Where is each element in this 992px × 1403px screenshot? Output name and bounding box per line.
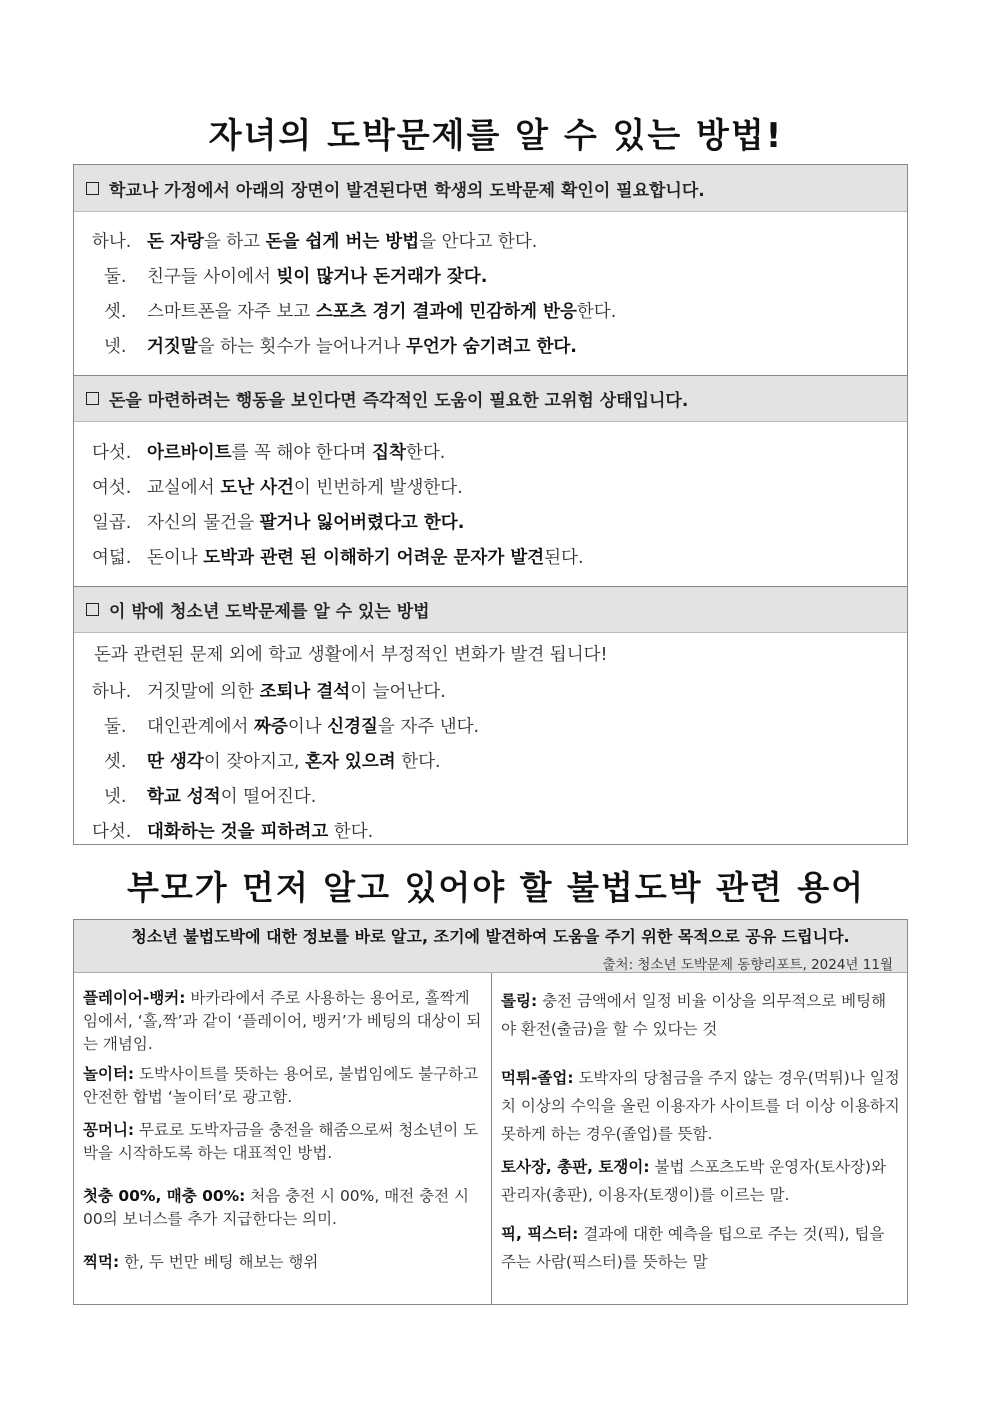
list-item <box>92 474 463 499</box>
list-item <box>92 544 584 569</box>
list-item <box>92 818 373 843</box>
item-number: 일곱. <box>92 513 132 533</box>
glossary-term-name: 롤링: <box>501 992 538 1010</box>
item-text: 대인관계에서 <box>147 717 254 737</box>
glossary-term-name: 찍먹: <box>83 1253 120 1271</box>
item-emphasis: 팔거나 잃어버렸다고 한다. <box>259 513 465 533</box>
glossary-term <box>83 1119 483 1165</box>
glossary-term-name: 놀이터: <box>83 1065 135 1083</box>
list-item <box>104 333 577 358</box>
item-text: 스마트폰을 자주 보고 <box>147 302 316 322</box>
section3-heading-text: 이 밖에 청소년 도박문제를 알 수 있는 방법 <box>109 602 430 622</box>
item-emphasis: 도난 사건 <box>220 478 294 498</box>
item-text: 한다. <box>395 752 441 772</box>
item-text: 이 늘어난다. <box>350 682 446 702</box>
item-number: 여덟. <box>92 548 132 568</box>
item-number: 둘. <box>104 717 127 737</box>
terms-left-column <box>74 973 492 1304</box>
item-number: 셋. <box>104 302 127 322</box>
glossary-term-desc: 도박사이트를 뜻하는 용어로, 불법임에도 불구하고 안전한 합법 ‘놀이터’로 광고함. <box>83 1065 479 1106</box>
item-emphasis: 거짓말 <box>147 337 198 357</box>
list-item <box>92 228 537 253</box>
item-emphasis: 빚이 많거나 돈거래가 잦다. <box>276 267 488 287</box>
section1-heading <box>74 165 907 212</box>
item-text: 이 잦아지고, <box>203 752 306 772</box>
item-text: 자신의 물건을 <box>147 513 260 533</box>
list-item <box>104 713 479 738</box>
item-number: 다섯. <box>92 443 132 463</box>
item-emphasis: 짜증 <box>254 717 288 737</box>
list-item <box>104 783 316 808</box>
glossary-term-name: 토사장, 총판, 토쟁이: <box>501 1158 650 1176</box>
glossary-term-desc: 처음 충전 시 00%, 매전 충전 시 00의 보너스를 추가 지급한다는 의미. <box>83 1187 469 1228</box>
item-emphasis: 대화하는 것을 피하려고 <box>147 822 329 842</box>
glossary-term <box>501 1064 901 1148</box>
item-text: 교실에서 <box>147 478 221 498</box>
terms-source: 출처: 청소년 도박문제 동향리포트, 2024년 11월 <box>602 957 893 973</box>
list-item <box>104 748 441 773</box>
checklist-box <box>73 164 908 845</box>
list-item <box>104 298 616 323</box>
item-number: 다섯. <box>92 822 132 842</box>
item-text: 거짓말에 의한 <box>147 682 260 702</box>
glossary-term-name: 먹튀-졸업: <box>501 1069 574 1087</box>
glossary-term <box>501 987 901 1043</box>
glossary-term-desc: 결과에 대한 예측을 팁으로 주는 것(픽), 팁을 주는 사람(픽스터)를 뜻하는 말 <box>501 1225 885 1271</box>
item-text: 한다. <box>405 443 446 463</box>
list-item <box>92 678 446 703</box>
checkbox-square-icon <box>86 392 99 405</box>
section2-heading-text: 돈을 마련하려는 행동을 보인다면 즉각적인 도움이 필요한 고위험 상태입니다. <box>109 391 689 411</box>
item-text: 이나 <box>287 717 328 737</box>
glossary-term <box>83 1251 483 1274</box>
glossary-term <box>501 1220 901 1276</box>
terms-right-column <box>492 973 907 1304</box>
section2-heading <box>74 375 907 422</box>
glossary-term-name: 첫충 00%, 매충 00%: <box>83 1187 246 1205</box>
glossary-term <box>83 987 483 1056</box>
glossary-term <box>83 1185 483 1231</box>
section3-list <box>74 633 907 843</box>
glossary-term <box>83 1063 483 1109</box>
item-emphasis: 스포츠 경기 결과에 민감하게 반응 <box>315 302 577 322</box>
item-emphasis: 아르바이트 <box>147 443 232 463</box>
item-emphasis: 돈 자랑 <box>147 232 204 252</box>
item-number: 넷. <box>104 787 127 807</box>
item-text: 을 자주 낸다. <box>377 717 480 737</box>
section1-list <box>74 212 907 375</box>
item-number: 둘. <box>104 267 127 287</box>
item-emphasis: 무언가 숨기려고 한다. <box>405 337 577 357</box>
checkbox-square-icon <box>86 603 99 616</box>
item-text: 한다. <box>576 302 617 322</box>
glossary-term-desc: 무료로 도박자금을 충전을 해줌으로써 청소년이 도박을 시작하도록 하는 대표적인 방법. <box>83 1121 479 1162</box>
glossary-term-desc: 충전 금액에서 일정 비율 이상을 의무적으로 베팅해야 환전(출금)을 할 수 있다는 것 <box>501 992 887 1038</box>
section2-list <box>74 422 907 586</box>
item-text: 이 떨어진다. <box>220 787 317 807</box>
section3-heading <box>74 586 907 633</box>
item-emphasis: 돈을 쉽게 버는 방법 <box>265 232 420 252</box>
item-emphasis: 학교 성적 <box>147 787 221 807</box>
list-item <box>92 509 464 534</box>
item-number: 하나. <box>92 682 132 702</box>
glossary-term-name: 플레이어-뱅커: <box>83 989 186 1007</box>
terms-box <box>73 919 908 1305</box>
item-text: 돈이나 <box>147 548 204 568</box>
glossary-term <box>501 1153 901 1209</box>
terms-title: 부모가 먼저 알고 있어야 할 불법도박 관련 용어 <box>126 868 866 907</box>
item-emphasis: 집착 <box>372 443 406 463</box>
item-number: 하나. <box>92 232 132 252</box>
glossary-term-name: 꽁머니: <box>83 1121 135 1139</box>
item-text: 한다. <box>328 822 374 842</box>
section1-heading-text: 학교나 가정에서 아래의 장면이 발견된다면 학생의 도박문제 확인이 필요합니다. <box>109 180 705 201</box>
glossary-term-desc: 도박자의 당첨금을 주지 않는 경우(먹튀)나 일정 치 이상의 수익을 올린 이용자가 사이트를 더 이상 이용하지 못하게 하는 경우(졸업)를 뜻함. <box>501 1069 900 1143</box>
item-emphasis: 딴 생각 <box>147 752 204 772</box>
item-text: 을 안다고 한다. <box>419 232 538 252</box>
terms-info <box>74 920 907 973</box>
item-text: 을 하는 횟수가 늘어나거나 <box>197 337 406 357</box>
page-title: 자녀의 도박문제를 알 수 있는 방법! <box>208 116 784 156</box>
item-number: 넷. <box>104 337 127 357</box>
glossary-term-desc: 불법 스포츠도박 운영자(토사장)와 관리자(총판), 이용자(토쟁이)를 이르는 말. <box>501 1158 887 1204</box>
glossary-term-name: 픽, 픽스터: <box>501 1225 579 1243</box>
item-text: 이 빈번하게 발생한다. <box>293 478 463 498</box>
item-text: 친구들 사이에서 <box>147 267 277 287</box>
item-text: 된다. <box>544 548 584 568</box>
item-number: 셋. <box>104 752 127 772</box>
glossary-term-desc: 바카라에서 주로 사용하는 용어로, 홀짝게임에서, ‘홀,짝’과 같이 ‘플레이어, 뱅커’가 베팅의 대상이 되는 개념임. <box>83 989 482 1053</box>
item-emphasis: 조퇴나 결석 <box>259 682 351 702</box>
item-text: 을 하고 <box>203 232 266 252</box>
item-emphasis: 신경질 <box>327 717 378 737</box>
terms-info-text: 청소년 불법도박에 대한 정보를 바로 알고, 조기에 발견하여 도움을 주기 위한 목적으로 공유 드립니다. <box>131 927 850 946</box>
item-emphasis: 혼자 있으려 <box>305 752 396 772</box>
item-text: 를 꼭 해야 한다며 <box>231 443 373 463</box>
list-item <box>92 439 445 464</box>
item-emphasis: 도박과 관련 된 이해하기 어려운 문자가 발견 <box>203 548 545 568</box>
glossary-term-desc: 한, 두 번만 베팅 해보는 행위 <box>119 1253 319 1271</box>
item-number: 여섯. <box>92 478 132 498</box>
section3-intro: 돈과 관련된 문제 외에 학교 생활에서 부정적인 변화가 발견 됩니다! <box>94 645 608 665</box>
list-item <box>104 263 487 288</box>
checkbox-square-icon <box>86 182 99 195</box>
